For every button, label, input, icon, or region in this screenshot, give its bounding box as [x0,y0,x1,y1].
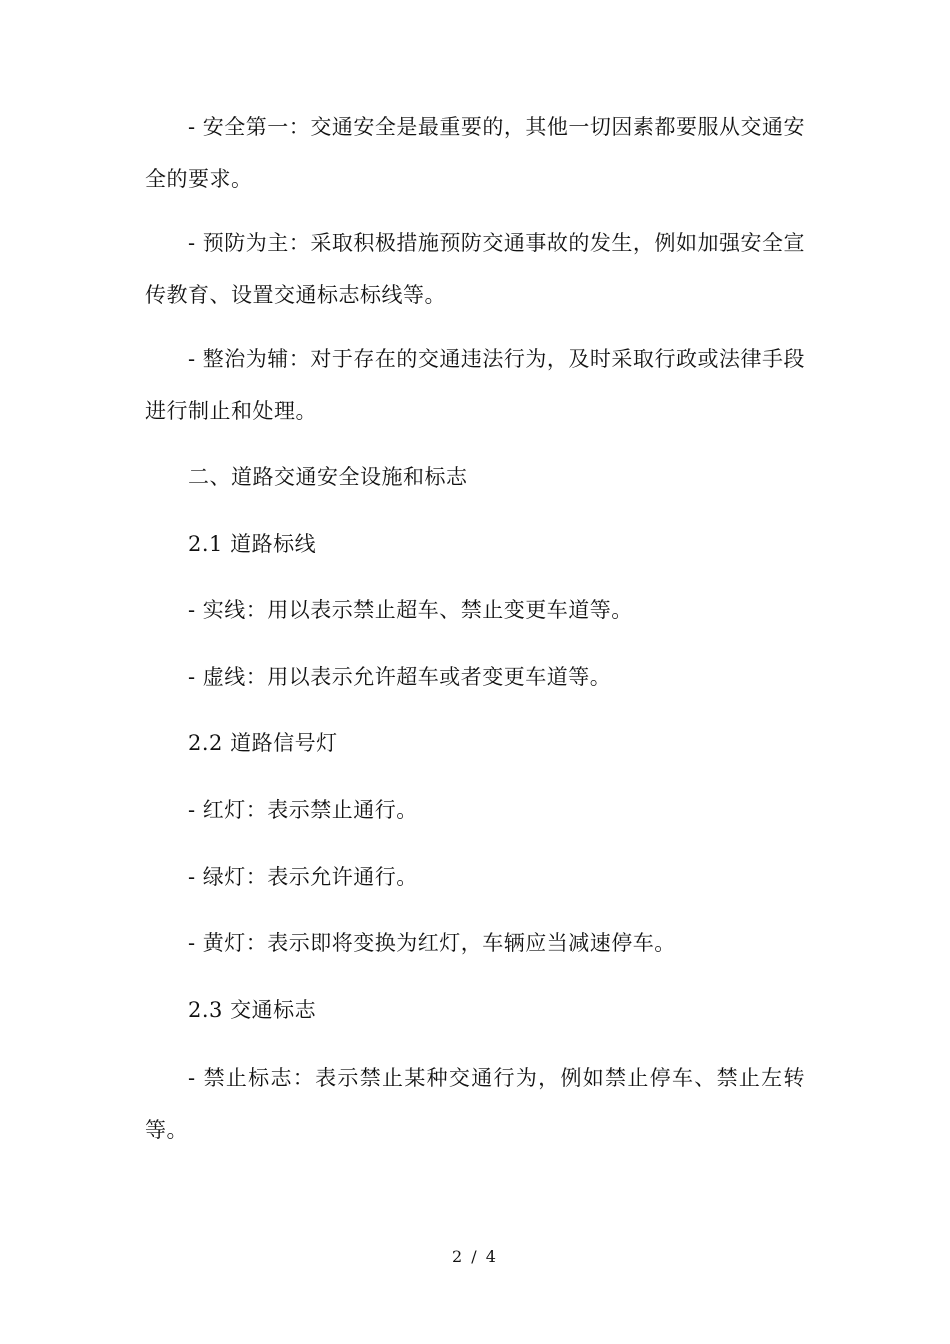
page-number: 2 / 4 [452,1247,498,1266]
subsection-heading-traffic-signs: 2.3 交通标志 [188,998,317,1022]
paragraph-dashed-line: - 虚线：用以表示允许超车或者变更车道等。 [188,665,612,689]
subsection-heading-road-markings: 2.1 道路标线 [188,532,317,556]
paragraph-prohibition-signs: - 禁止标志：表示禁止某种交通行为，例如禁止停车、禁止左转等。 [145,1066,805,1142]
paragraph-red-light: - 红灯：表示禁止通行。 [188,798,418,822]
section-heading-facilities-and-signs: 二、道路交通安全设施和标志 [188,465,468,489]
paragraph-rectification-secondary: - 整治为辅：对于存在的交通违法行为，及时采取行政或法律手段进行制止和处理。 [145,347,805,423]
paragraph-solid-line: - 实线：用以表示禁止超车、禁止变更车道等。 [188,598,633,622]
paragraph-green-light: - 绿灯：表示允许通行。 [188,865,418,889]
paragraph-yellow-light: - 黄灯：表示即将变换为红灯，车辆应当减速停车。 [188,931,676,955]
paragraph-safety-first: - 安全第一：交通安全是最重要的，其他一切因素都要服从交通安全的要求。 [145,115,805,191]
subsection-heading-traffic-lights: 2.2 道路信号灯 [188,731,338,755]
paragraph-prevention-first: - 预防为主：采取积极措施预防交通事故的发生，例如加强安全宣传教育、设置交通标志标线等。 [145,231,805,307]
